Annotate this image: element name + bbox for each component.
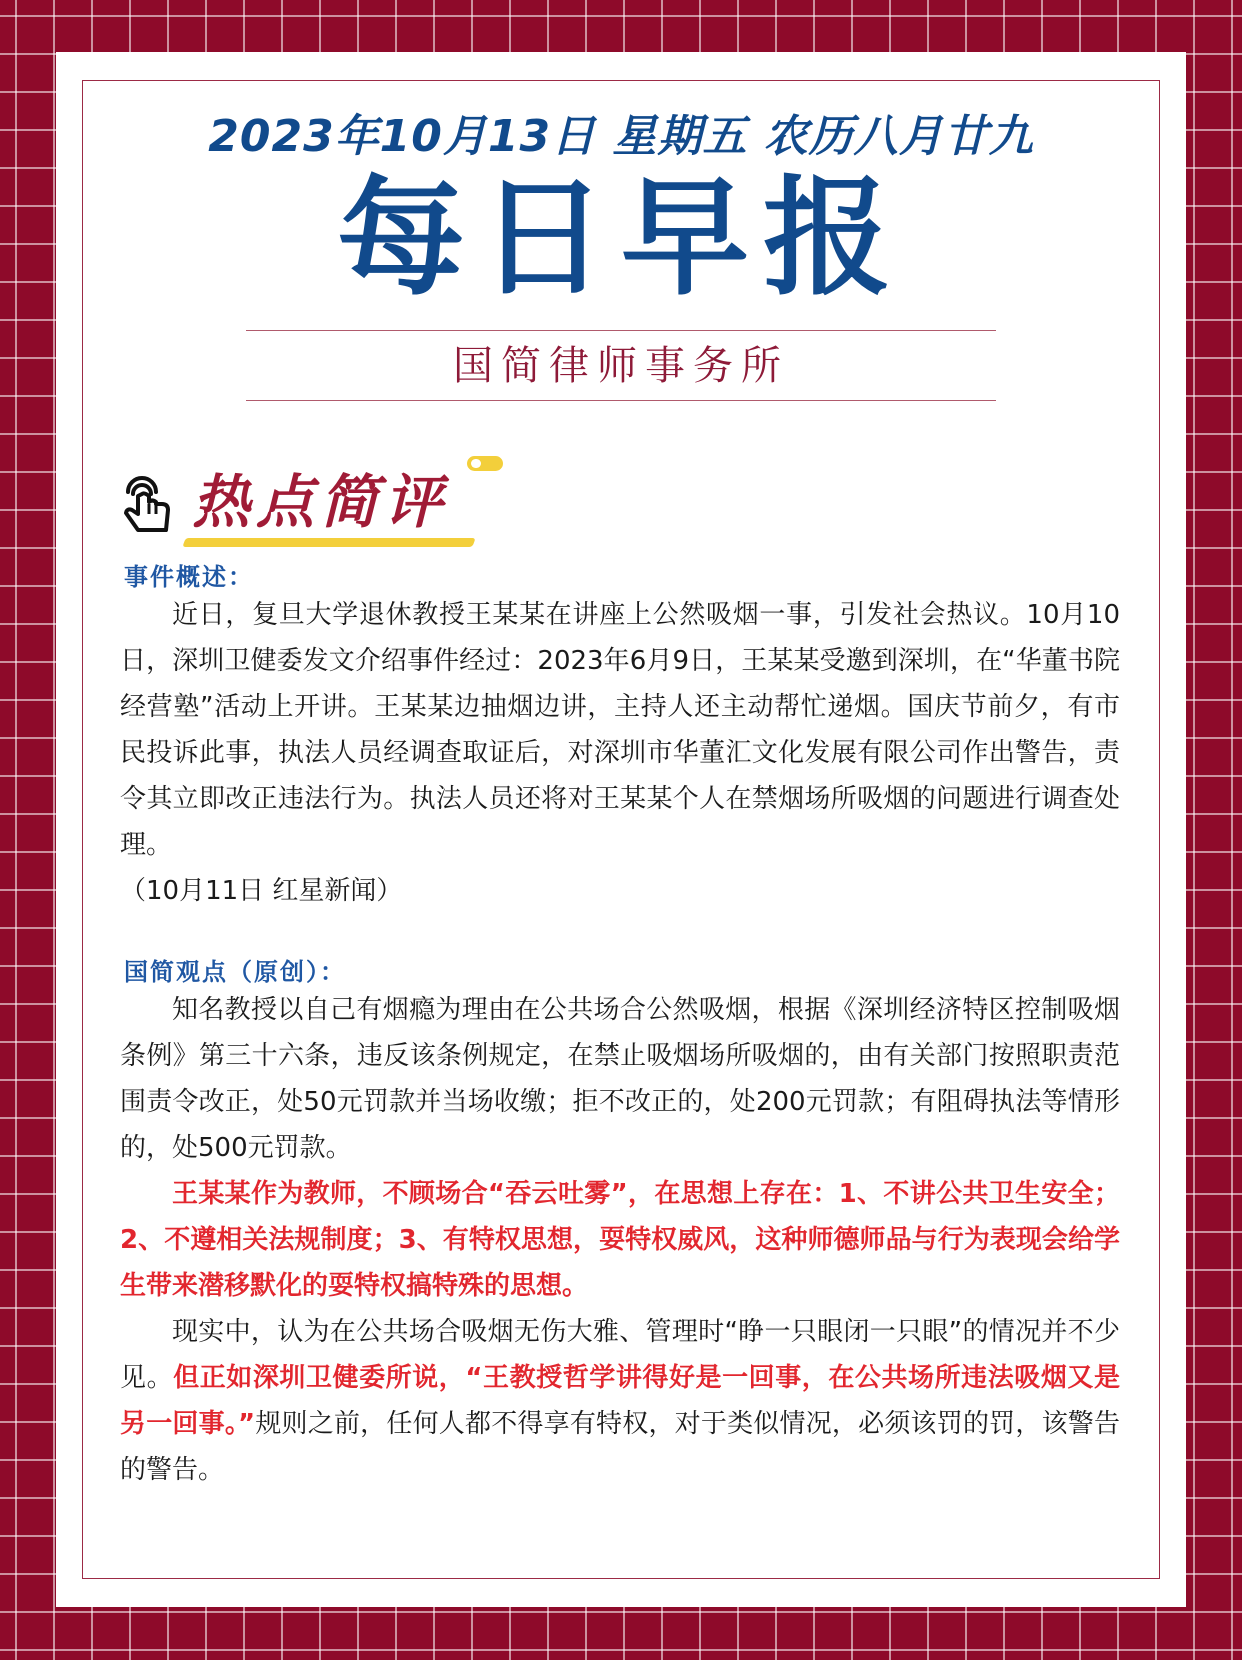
divider-bottom — [246, 400, 996, 401]
event-label: 事件概述： — [124, 563, 254, 591]
toggle-dot — [471, 459, 481, 468]
event-source: （10月11日 红星新闻） — [120, 876, 403, 906]
date-line: 2023年10月13日 星期五 农历八月廿九 — [208, 111, 1034, 162]
section-heading-text: 热点简评 — [192, 468, 449, 536]
tap-hand-icon — [122, 474, 176, 536]
heading-underline — [182, 538, 475, 547]
opinion-paragraph-1: 知名教授以自己有烟瘾为理由在公共场合公然吸烟，根据《深圳经济特区控制吸烟条例》第三十六条，违反该条例规定，在禁止吸烟场所吸烟的，由有关部门按照职责范围责令改正，处50元罚款并当场收缴；拒不改正的，处200元罚款；有阻碍执法等情形的，处500元罚款。 — [120, 995, 1120, 1163]
newsletter-sheet — [56, 52, 1186, 1607]
opinion-p3-start: 现实中，认为在公共场合吸烟无伤大雅、管理时“睁一只眼闭一只眼”的情况并不少见。 — [120, 1317, 1120, 1393]
divider-top — [246, 330, 996, 331]
page-title: 每日早报 — [336, 164, 905, 313]
opinion-p3-end: 规则之前，任何人都不得享有特权，对于类似情况，必须该罚的罚，该警告的警告。 — [120, 1409, 1120, 1485]
event-body — [120, 592, 1120, 914]
opinion-label: 国简观点（原创）： — [124, 958, 346, 986]
toggle-decoration-icon — [467, 456, 503, 471]
section-heading — [122, 450, 482, 550]
firm-name: 国简律师事务所 — [453, 343, 789, 389]
opinion-p3-quote: 但正如深圳卫健委所说，“王教授哲学讲得好是一回事，在公共场所违法吸烟又是另一回事。” — [120, 1363, 1120, 1439]
opinion-paragraph-3 — [120, 1309, 1120, 1493]
opinion-paragraph-2: 王某某作为教师，不顾场合“吞云吐雾”，在思想上存在：1、不讲公共卫生安全；2、不遵相关法规制度；3、有特权思想，耍特权威风，这种师德师品与行为表现会给学生带来潜移默化的耍特权搞特殊的思想。 — [120, 1179, 1120, 1301]
opinion-body — [120, 987, 1120, 1493]
event-paragraph: 近日，复旦大学退休教授王某某在讲座上公然吸烟一事，引发社会热议。10月10日，深圳卫健委发文介绍事件经过：2023年6月9日，王某某受邀到深圳，在“华董书院经营塾”活动上开讲。王某某边抽烟边讲，主持人还主动帮忙递烟。国庆节前夕，有市民投诉此事，执法人员经调查取证后，对深圳市华董汇文化发展有限公司作出警告，责令其立即改正违法行为。执法人员还将对王某某个人在禁烟场所吸烟的问题进行调查处理。 — [120, 600, 1120, 860]
